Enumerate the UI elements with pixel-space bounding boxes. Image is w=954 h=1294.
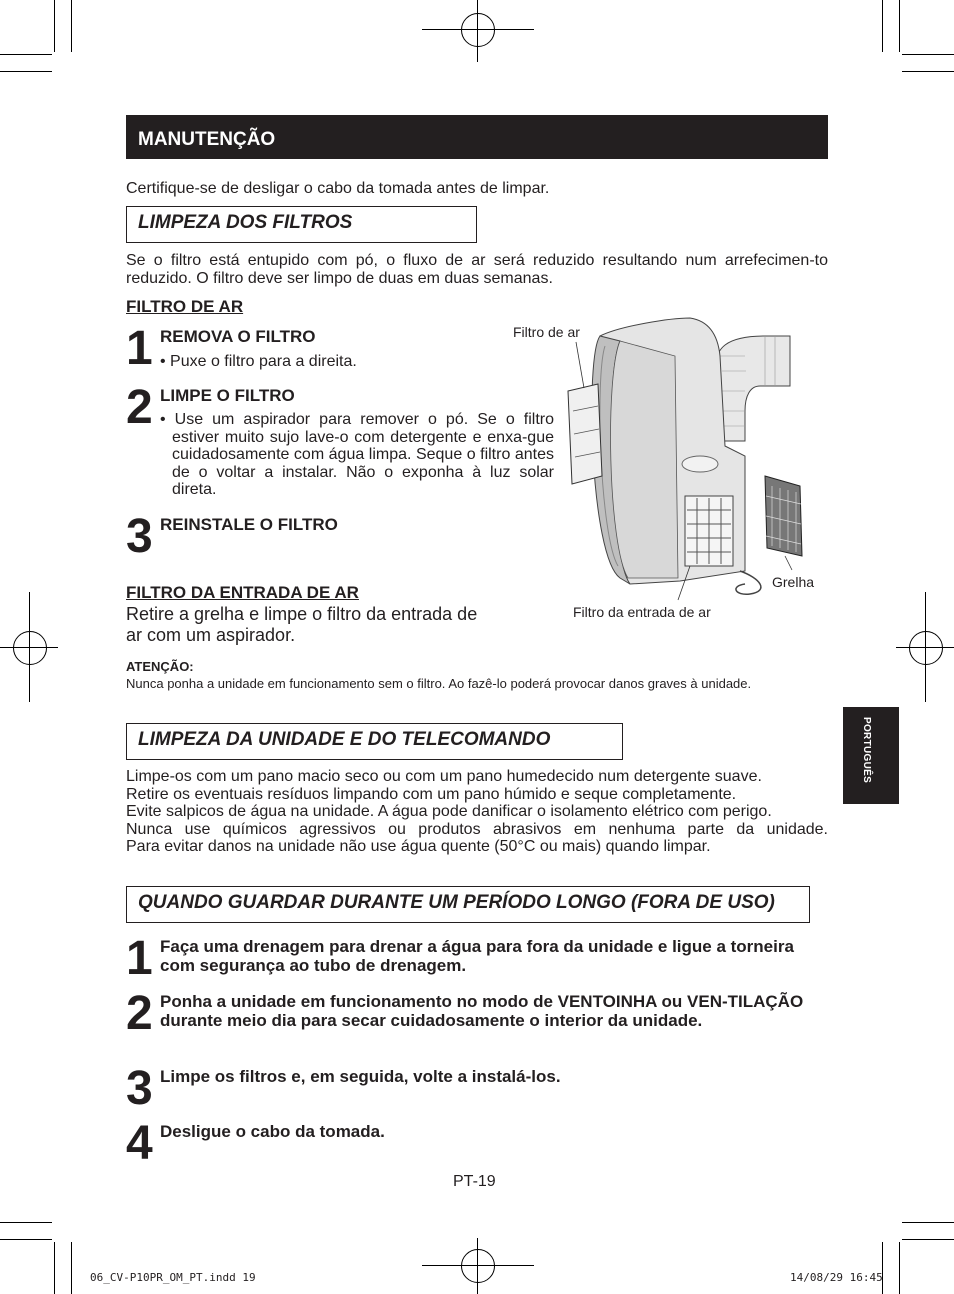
- page-number: PT-19: [453, 1173, 496, 1190]
- label-grille: Grelha: [772, 574, 815, 590]
- label-intake-filter: Filtro da entrada de ar: [573, 604, 711, 620]
- storage-step-number: 1: [126, 932, 153, 985]
- storage-step-number: 4: [126, 1117, 153, 1170]
- caution-label: ATENÇÃO:: [126, 659, 194, 674]
- storage-heading: QUANDO GUARDAR DURANTE UM PERÍODO LONGO (FORA DE USO): [138, 892, 775, 913]
- intake-filter-text: Retire a grelha e limpe o filtro da entrada de ar com um aspirador.: [126, 604, 478, 645]
- air-conditioner-diagram: [560, 316, 820, 606]
- footer-file: 06_CV-P10PR_OM_PT.indd 19: [90, 1271, 256, 1284]
- unit-cleaning-line: Para evitar danos na unidade não use água quente (50°C ou mais) quando limpar.: [126, 838, 711, 855]
- storage-step-text: Limpe os filtros e, em seguida, volte a instalá-los.: [160, 1067, 561, 1086]
- unit-cleaning-line: Retire os eventuais resíduos limpando com um pano húmido e seque completamente.: [126, 785, 737, 803]
- filters-heading: LIMPEZA DOS FILTROS: [138, 212, 353, 233]
- filter-step-number: 2: [126, 381, 153, 434]
- unit-cleaning-heading: LIMPEZA DA UNIDADE E DO TELECOMANDO: [138, 729, 551, 750]
- filter-step-text: • Use um aspirador para remover o pó. Se o filtro estiver muito sujo lave-o com detergente e enxa-gue cuidadosamente com água limpa. Seque o filtro antes de o voltar a instalar. Não o exponha à luz solar direta.: [160, 411, 554, 498]
- storage-step-number: 2: [126, 987, 153, 1040]
- language-tab-label: PORTUGUÊS: [861, 717, 872, 784]
- storage-heading-box: [126, 886, 810, 923]
- filters-description: Se o filtro está entupido com pó, o fluxo de ar será reduzido resultando num arrefecimen-to reduzido. O filtro deve ser limpo de duas em duas semanas.: [126, 252, 828, 287]
- section-header: [126, 115, 828, 159]
- unit-cleaning-line: Evite salpicos de água na unidade. A água pode danificar o isolamento elétrico com perigo.: [126, 803, 772, 820]
- caution-text: Nunca ponha a unidade em funcionamento sem o filtro. Ao fazê-lo poderá provocar danos graves à unidade.: [126, 676, 752, 691]
- storage-step-number: 3: [126, 1062, 153, 1115]
- unit-cleaning-line: Limpe-os com um pano macio seco ou com um pano humedecido num detergente suave.: [126, 768, 762, 785]
- intro-text: Certifique-se de desligar o cabo da tomada antes de limpar.: [126, 180, 550, 197]
- filter-step-number: 1: [126, 322, 153, 375]
- intake-filter-heading: FILTRO DA ENTRADA DE AR: [126, 583, 359, 602]
- filter-step-title: REINSTALE O FILTRO: [160, 515, 338, 534]
- storage-step-text: Ponha a unidade em funcionamento no modo de VENTOINHA ou VEN-TILAÇÃO durante meio dia para secar cuidadosamente o interior da unidade.: [160, 992, 804, 1030]
- label-air-filter: Filtro de ar: [513, 324, 580, 340]
- filter-step-title: LIMPE O FILTRO: [160, 386, 295, 405]
- section-title: MANUTENÇÃO: [138, 129, 276, 150]
- filter-step-text: • Puxe o filtro para a direita.: [160, 353, 357, 370]
- filter-step-title: REMOVA O FILTRO: [160, 327, 316, 346]
- storage-step-text: Faça uma drenagem para drenar a água para fora da unidade e ligue a torneira com segurança ao tubo de drenagem.: [160, 937, 794, 975]
- language-tab: [843, 707, 899, 804]
- air-filter-heading: FILTRO DE AR: [126, 297, 244, 316]
- filters-heading-box: [126, 206, 477, 243]
- filter-step-number: 3: [126, 510, 153, 563]
- unit-cleaning-line: Nunca use químicos agressivos ou produtos abrasivos em nenhuma parte da unidade.: [126, 820, 828, 838]
- footer-date: 14/08/29 16:45: [790, 1271, 883, 1284]
- storage-step-text: Desligue o cabo da tomada.: [160, 1122, 385, 1141]
- unit-cleaning-heading-box: [126, 723, 623, 760]
